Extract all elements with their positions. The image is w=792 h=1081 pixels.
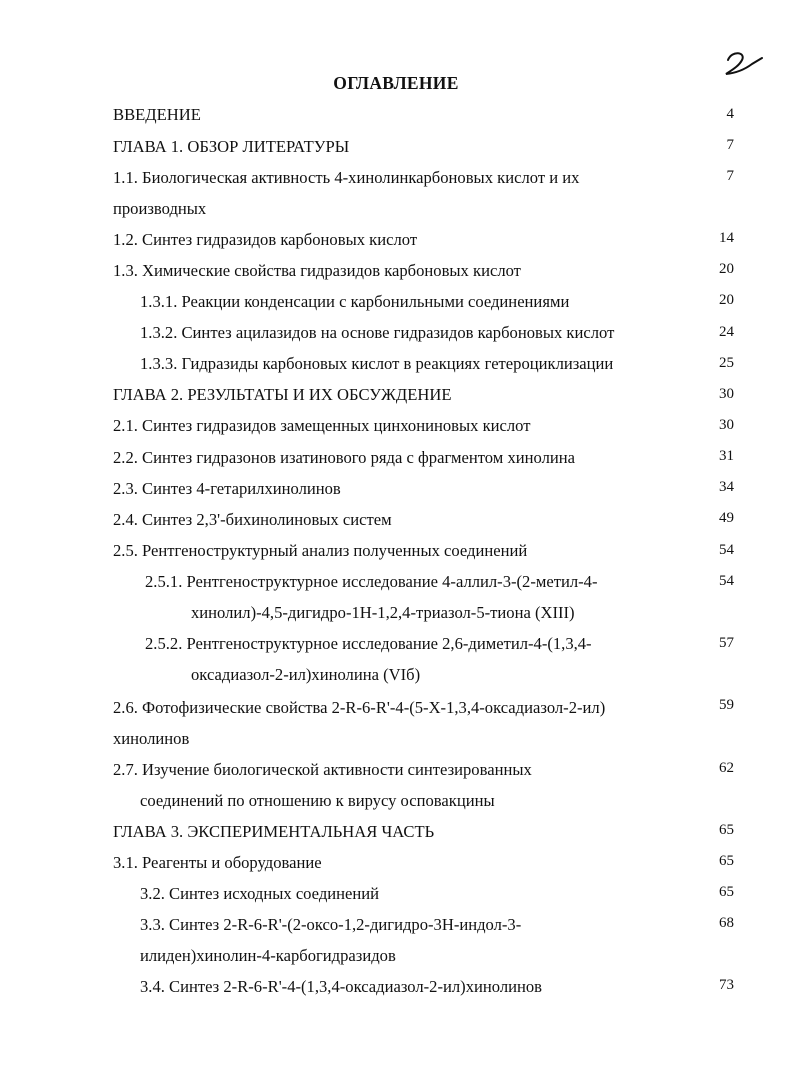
toc-entry-page: 30 xyxy=(719,417,734,433)
toc-entry-page: 73 xyxy=(719,977,734,993)
toc-entry-title-continued: хинолинов xyxy=(113,729,190,748)
toc-title: ОГЛАВЛЕНИЕ xyxy=(333,73,459,93)
toc-entry-title: 1.3.3. Гидразиды карбоновых кислот в реакциях гетероциклизации xyxy=(140,354,614,373)
toc-entry-title: 3.2. Синтез исходных соединений xyxy=(140,884,380,903)
toc-entry-title-continued: производных xyxy=(113,199,207,218)
toc-entry-page: 4 xyxy=(726,106,734,122)
toc-entry-title: 2.2. Синтез гидразонов изатинового ряда с фрагментом хинолина xyxy=(113,448,575,467)
toc-entry-title: ГЛАВА 3. ЭКСПЕРИМЕНТАЛЬНАЯ ЧАСТЬ xyxy=(113,822,435,841)
toc-entry-page: 30 xyxy=(719,386,734,402)
toc-entry-page: 20 xyxy=(719,261,734,277)
toc-entry-page: 7 xyxy=(726,168,734,184)
toc-entry-title: 2.3. Синтез 4-гетарилхинолинов xyxy=(113,479,341,498)
toc-entry-page: 34 xyxy=(719,479,734,495)
toc-entry-title: ГЛАВА 1. ОБЗОР ЛИТЕРАТУРЫ xyxy=(113,137,350,156)
toc-entry-title: 3.3. Синтез 2-R-6-R'-(2-оксо-1,2-дигидро-3Н-индол-3- xyxy=(140,915,522,934)
toc-entry-title: 1.1. Биологическая активность 4-хинолинкарбоновых кислот и их xyxy=(113,168,580,187)
toc-entry-title: 2.1. Синтез гидразидов замещенных цинхониновых кислот xyxy=(113,416,531,435)
toc-entry-title: 1.3.2. Синтез ацилазидов на основе гидразидов карбоновых кислот xyxy=(140,323,615,342)
toc-entry-page: 25 xyxy=(719,355,734,371)
toc-entry-page: 59 xyxy=(719,697,734,713)
toc-entry-title: 2.7. Изучение биологической активности синтезированных xyxy=(113,760,532,779)
toc-entry-title: ГЛАВА 2. РЕЗУЛЬТАТЫ И ИХ ОБСУЖДЕНИЕ xyxy=(113,385,452,404)
toc-entry-title: 2.5. Рентгеноструктурный анализ полученных соединений xyxy=(113,541,528,560)
toc-entry-page: 65 xyxy=(719,853,734,869)
toc-entry-page: 7 xyxy=(726,137,734,153)
toc-entry-title: 2.4. Синтез 2,3'-бихинолиновых систем xyxy=(113,510,392,529)
toc-entry-title: 1.3.1. Реакции конденсации с карбонильными соединениями xyxy=(140,292,570,311)
toc-entry-title: 2.5.1. Рентгеноструктурное исследование 4-аллил-3-(2-метил-4- xyxy=(145,572,598,591)
toc-entry-page: 62 xyxy=(719,760,734,776)
toc-entry-title: 1.3. Химические свойства гидразидов карбоновых кислот xyxy=(113,261,521,280)
toc-entry-page: 49 xyxy=(719,510,734,526)
toc-entry-title: 3.4. Синтез 2-R-6-R'-4-(1,3,4-оксадиазол-2-ил)хинолинов xyxy=(140,977,543,996)
toc-entry-page: 14 xyxy=(719,230,734,246)
toc-entry-page: 54 xyxy=(719,542,734,558)
toc-entry-title-continued: хинолил)-4,5-дигидро-1Н-1,2,4-триазол-5-тиона (XIII) xyxy=(191,603,575,622)
toc-entry-page: 20 xyxy=(719,292,734,308)
toc-entry-page: 54 xyxy=(719,573,734,589)
toc-entry-title: ВВЕДЕНИЕ xyxy=(113,105,201,124)
toc-entry-page: 57 xyxy=(719,635,734,651)
toc-entry-title: 2.6. Фотофизические свойства 2-R-6-R'-4-(5-X-1,3,4-оксадиазол-2-ил) xyxy=(113,698,606,717)
toc-entry-page: 24 xyxy=(719,324,734,340)
toc-entry-title: 1.2. Синтез гидразидов карбоновых кислот xyxy=(113,230,418,249)
toc-entry-page: 65 xyxy=(719,884,734,900)
toc-entry-page: 65 xyxy=(719,822,734,838)
toc-entry-title-continued: илиден)хинолин-4-карбогидразидов xyxy=(140,946,396,965)
toc-entry-page: 31 xyxy=(719,448,734,464)
toc-entry-title: 3.1. Реагенты и оборудование xyxy=(113,853,322,872)
toc-entry-title-continued: соединений по отношению к вирусу осповакцины xyxy=(140,791,495,810)
toc-entry-title-continued: оксадиазол-2-ил)хинолина (VIб) xyxy=(191,665,421,684)
toc-entry-page: 68 xyxy=(719,915,734,931)
toc-entry-title: 2.5.2. Рентгеноструктурное исследование 2,6-диметил-4-(1,3,4- xyxy=(145,634,592,653)
